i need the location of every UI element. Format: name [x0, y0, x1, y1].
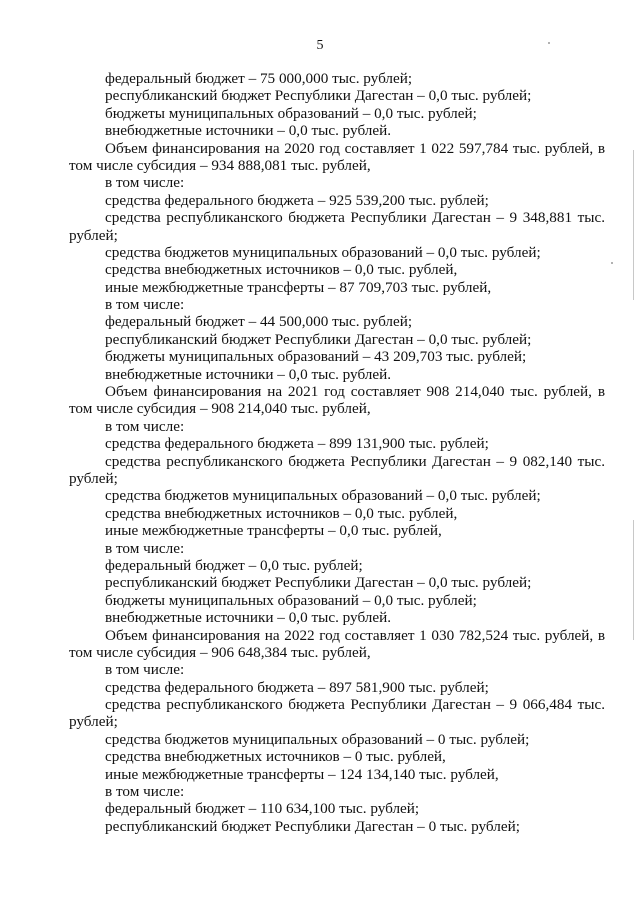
text-line: в том числе: [105, 174, 185, 192]
text-line: федеральный бюджет – 110 634,100 тыс. рублей; [105, 800, 420, 818]
text-line: в том числе: [105, 539, 185, 557]
text-line: республиканский бюджет Республики Дагестан – 0,0 тыс. рублей; [105, 87, 532, 105]
text-line: средства внебюджетных источников – 0,0 тыс. рублей, [105, 504, 458, 522]
text-line: республиканский бюджет Республики Дагестан – 0 тыс. рублей; [105, 817, 520, 835]
text-line: средства бюджетов муниципальных образований – 0 тыс. рублей; [105, 730, 530, 748]
body-text [69, 70, 605, 835]
text-line: бюджеты муниципальных образований – 0,0 тыс. рублей; [105, 104, 477, 122]
text-line: том числе субсидия – 908 214,040 тыс. рублей, [69, 400, 371, 418]
text-line: средства федерального бюджета – 899 131,900 тыс. рублей; [105, 435, 489, 453]
text-line: иные межбюджетные трансферты – 0,0 тыс. рублей, [105, 522, 442, 540]
text-line: рублей; [69, 226, 118, 244]
text-line: федеральный бюджет – 44 500,000 тыс. рублей; [105, 313, 413, 331]
text-line: внебюджетные источники – 0,0 тыс. рублей. [105, 365, 392, 383]
text-line: федеральный бюджет – 75 000,000 тыс. рублей; [105, 70, 413, 87]
text-line: бюджеты муниципальных образований – 43 209,703 тыс. рублей; [105, 348, 527, 366]
text-line: в том числе: [105, 661, 185, 679]
text-line: федеральный бюджет – 0,0 тыс. рублей; [105, 556, 363, 574]
scan-edge-mark [633, 520, 634, 640]
text-line: средства федерального бюджета – 925 539,200 тыс. рублей; [105, 191, 489, 209]
text-line: рублей; [69, 713, 118, 731]
text-line: том числе субсидия – 906 648,384 тыс. рублей, [69, 643, 371, 661]
scan-speck [611, 262, 613, 264]
text-line: в том числе: [105, 417, 185, 435]
text-line: внебюджетные источники – 0,0 тыс. рублей. [105, 609, 392, 627]
text-line: иные межбюджетные трансферты – 87 709,703 тыс. рублей, [105, 278, 492, 296]
scan-speck [548, 42, 550, 44]
text-line: Объем финансирования на 2022 год составляет 1 030 782,524 тыс. рублей, в [105, 626, 605, 644]
text-line: средства внебюджетных источников – 0 тыс. рублей, [105, 748, 446, 766]
scan-edge-mark [633, 150, 634, 300]
text-line: том числе субсидия – 934 888,081 тыс. рублей, [69, 156, 371, 174]
text-line: средства бюджетов муниципальных образований – 0,0 тыс. рублей; [105, 487, 541, 505]
text-line: рублей; [69, 469, 118, 487]
text-line: средства республиканского бюджета Республики Дагестан – 9 082,140 тыс. [105, 452, 605, 470]
text-line: Объем финансирования на 2020 год составляет 1 022 597,784 тыс. рублей, в [105, 139, 605, 157]
text-line: Объем финансирования на 2021 год составляет 908 214,040 тыс. рублей, в [105, 383, 605, 401]
text-line: средства республиканского бюджета Республики Дагестан – 9 348,881 тыс. [105, 209, 605, 227]
text-line: средства федерального бюджета – 897 581,900 тыс. рублей; [105, 678, 489, 696]
text-line: средства внебюджетных источников – 0,0 тыс. рублей, [105, 261, 458, 279]
text-line: внебюджетные источники – 0,0 тыс. рублей. [105, 122, 392, 140]
text-line: средства бюджетов муниципальных образований – 0,0 тыс. рублей; [105, 243, 541, 261]
page-number: 5 [316, 38, 324, 53]
text-line: иные межбюджетные трансферты – 124 134,140 тыс. рублей, [105, 765, 499, 783]
text-line: в том числе: [105, 296, 185, 314]
text-line: бюджеты муниципальных образований – 0,0 тыс. рублей; [105, 591, 477, 609]
text-line: республиканский бюджет Республики Дагестан – 0,0 тыс. рублей; [105, 574, 532, 592]
text-line: в том числе: [105, 783, 185, 801]
text-line: республиканский бюджет Республики Дагестан – 0,0 тыс. рублей; [105, 330, 532, 348]
text-line: средства республиканского бюджета Республики Дагестан – 9 066,484 тыс. [105, 696, 605, 714]
